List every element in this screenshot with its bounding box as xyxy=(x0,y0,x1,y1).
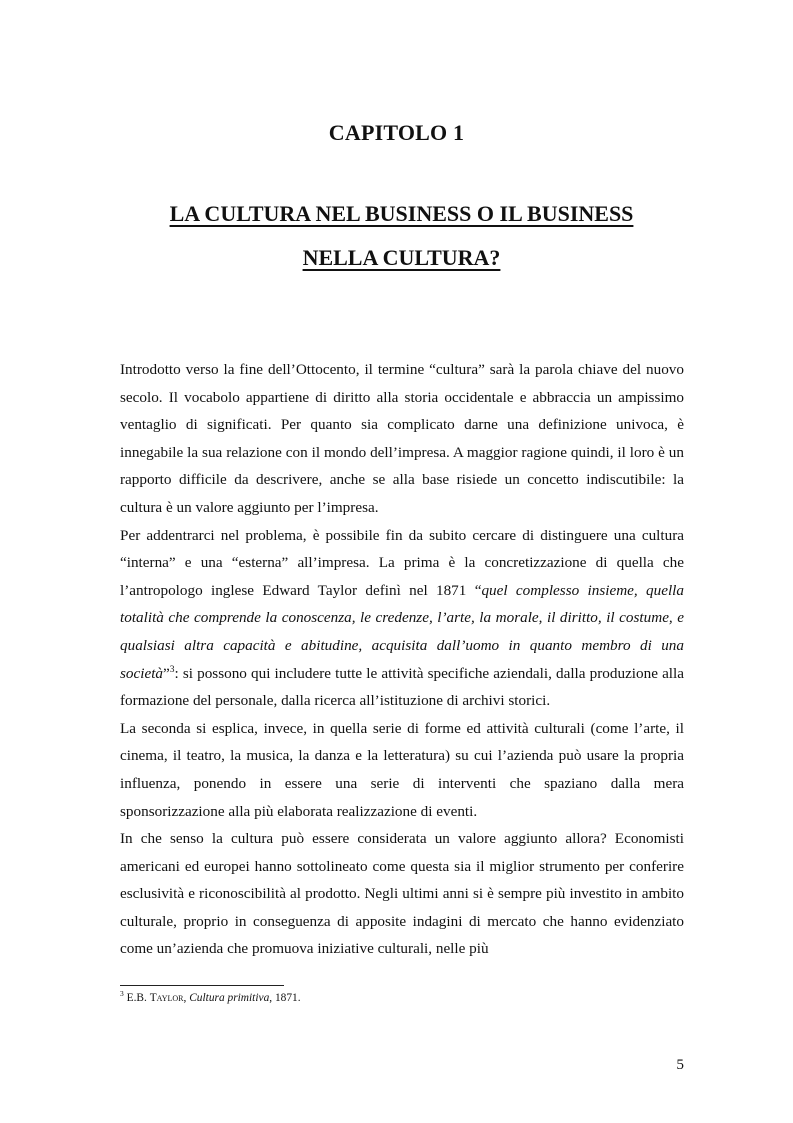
page-number: 5 xyxy=(676,1056,684,1073)
paragraph-4: In che senso la cultura può essere considerata un valore aggiunto allora? Economisti americani ed europei hanno sottolineato come questa sia il miglior strumento per conferire esclusività e riconoscibilità al prodotto. Negli ultimi anni si è sempre più investito in ambito culturale, proprio in conseguenza di apposite indagini di mercato che hanno evidenziato come un’azienda che promuova iniziative culturali, nelle più xyxy=(120,830,684,958)
chapter-title-line-2: NELLA CULTURA? xyxy=(302,245,501,270)
paragraph-2 xyxy=(120,522,684,715)
footnote-number: 3 xyxy=(120,989,124,999)
footnote-reference[interactable]: 3 xyxy=(169,664,175,675)
chapter-label: CAPITOLO 1 xyxy=(328,120,465,145)
paragraph-2-intro: Per addentrarci nel problema, è possibile fin da subito cercare di distinguere una cultura “interna” e una “esterna” all’impresa. La prima è la concretizzazione di quella che l’antropologo inglese Edward Taylor definì nel 1871 “ xyxy=(120,526,684,599)
quote-close-mark: ” xyxy=(163,664,170,682)
chapter-title xyxy=(100,192,703,280)
footnote-separator: , xyxy=(183,992,190,1004)
footnote xyxy=(120,991,684,1005)
paragraph-1: Introdotto verso la fine dell’Ottocento, il termine “cultura” sarà la parola chiave del nuovo secolo. Il vocabolo appartiene di diritto alla storia occidentale e abbraccia un ampissimo ventaglio di significati. Per quanto sia complicato darne una definizione univoca, è innegabile la sua relazione con il mondo dell’impresa. A maggior ragione quindi, il loro è un rapporto difficile da descrivere, anche se alla base risiede un concetto indiscutibile: la cultura è un valore aggiunto per l’impresa. xyxy=(120,361,684,516)
paragraph-2-tail: : si possono qui includere tutte le attività specifiche aziendali, dalla produzione alla formazione del personale, dalla ricerca all’istituzione di archivi storici. xyxy=(120,664,684,710)
footnote-author-initials: E.B. xyxy=(126,992,150,1004)
footnote-work-title: Cultura primitiva xyxy=(189,992,270,1004)
footnote-author-surname: Taylor xyxy=(149,992,184,1004)
chapter-title-line-1: LA CULTURA NEL BUSINESS O IL BUSINESS xyxy=(169,201,634,226)
paragraph-3: La seconda si esplica, invece, in quella serie di forme ed attività culturali (come l’arte, il cinema, il teatro, la musica, la danza e la letteratura) su cui l’azienda può usare la propria influenza, ponendo in essere una serie di interventi che spaziano dalla mera sponsorizzazione alla più elaborata realizzazione di eventi. xyxy=(120,719,684,820)
body-text xyxy=(120,356,684,963)
footnote-divider xyxy=(120,985,284,986)
taylor-quote: quel complesso insieme, quella totalità che comprende la conoscenza, le credenze, l’arte, la morale, il diritto, il costume, e qualsiasi altra capacità e abitudine, acquisita dall’uomo in quanto membro di una società xyxy=(120,581,684,682)
footnote-tail: , 1871. xyxy=(269,992,301,1004)
